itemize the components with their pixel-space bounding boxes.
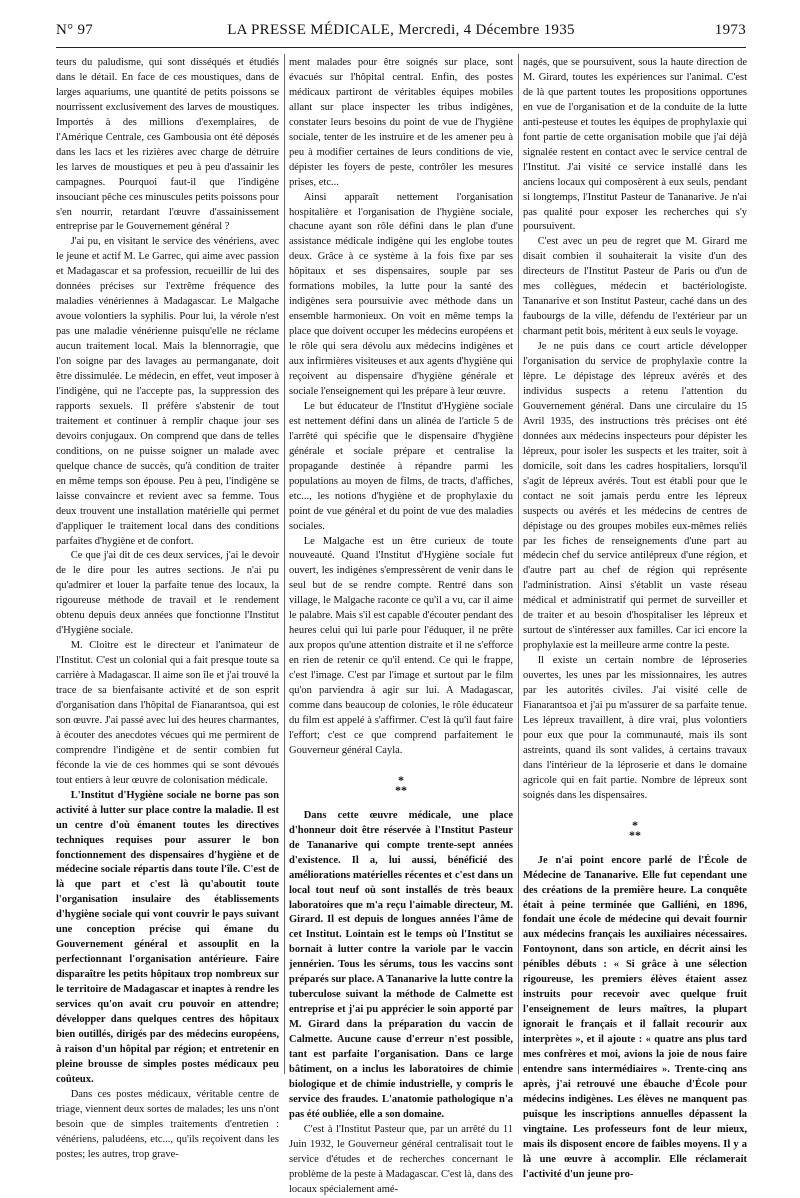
paragraph: Je n'ai point encore parlé de l'École de Médecine de Tananarive. Elle fut cependant une des créations de la première heure. La conquête était à peine terminée que Galliéni, en 1896, fondait une école de médecine qui devait fournir aux médecins français les auxiliaires nécessaires. Fontoynont, dans son article, en décrit ainsi les pénibles débuts : « Si grâce à une sélection rigoureuse, les premiers élèves étaient assez instruits pour recevoir avec quelque fruit l'enseignement de leurs maîtres, la plupart ignorait le français et il fallait recourir aux interprètes », et il ajoute : « quatre ans plus tard mes confrères et moi, avions la joie de nous faire entendre sans intermédiaires ». Trente-cinq ans après, j'ai retrouvé une ébauche d'École pour médecins indigènes. Les élèves ne manquent pas puisque les inscriptions annuelles dépassent la vingtaine. Les professeurs font de leur mieux, mais ils disposent encore de faibles moyens. Il y a là une œuvre à accomplir. Elle réclamerait l'activité d'un jeune pro- — [523, 854, 747, 1180]
header-rule — [56, 47, 746, 48]
paragraph: teurs du paludisme, qui sont disséqués et étudiés dans le détail. En face de ces moustiques, dans de larges aquariums, une quantité de petits poissons se nourrissent exclusivement des larves de moustiques. Importés à des millions d'exemplaires, de l'Amérique Centrale, ces Gambousia ont été déposés dans les lacs et les rizières avec charge de détruire les larves de moustiques et peu à peu d'assainir les campagnes. Pourquoi faut-il que l'indigène insouciant pêche ces minuscules petits poissons pour s'en nourrir, retardant l'œuvre d'assainissement entreprise par le Gouvernement général ? — [56, 57, 279, 233]
page-folio: 1973 — [714, 22, 746, 38]
column-divider — [518, 54, 519, 1074]
paragraph: M. Cloitre est le directeur et l'animateur de l'Institut. C'est un colonial qui a fait presque toute sa carrière à Madagascar. Il aime son île et j'ai trouvé la trace de sa bienfaisante activité et de son esprit d'organisation dans l'hôpital de Fianarantsoa, qui est son œuvre. J'ai passé avec lui des heures charmantes, à écouter des anecdotes vécues qui me permirent de comprendre l'indigène et de sentir combien fut féconde la vie de ces hommes qui se sont dévoués tout entiers à leur œuvre de colonisation médicale. — [56, 640, 279, 786]
separator-star-bottom: ** — [629, 827, 641, 842]
separator-star-bottom: ** — [395, 782, 407, 797]
paragraph: Ce que j'ai dit de ces deux services, j'ai le devoir de le dire pour les autres sections. Je n'ai pu qu'admirer et louer la parfaite tenue des locaux, la rigoureuse méthode de travail et le rendement obtenu depuis deux années que fonctionne l'Institut d'Hygiène sociale. — [56, 550, 279, 637]
article-column-1 — [56, 56, 279, 1160]
section-separator — [289, 772, 513, 797]
paragraph: Ainsi apparaît nettement l'organisation hospitalière et l'organisation de l'hygiène sociale, chacune ayant son rôle défini dans le plan d'une assistance médicale indigène qui les englobe toutes deux. Grâce à ce système à la fois fixe par ses hôpitaux et ses dispensaires, souple par ses formations mobiles, la lutte pour la santé des indigènes sera poursuivie avec méthode dans un ensemble harmonieux. On voit en même temps la place que doivent occuper les médecins européens et le rôle qui sera dévolu aux médecins indigènes et aux infirmières visiteuses et aux agents d'hygiène qui reçoivent au dispensaire d'hygiène générale et sociale l'enseignement qui les prépare à leur œuvre. — [289, 191, 513, 397]
column-divider — [284, 54, 285, 1074]
paragraph: Le Malgache est un être curieux de toute nouveauté. Quand l'Institut d'Hygiène sociale fut ouvert, les indigènes s'empressèrent de venir dans le seul but de se rendre compte. Rentré dans son village, le Malgache raconte ce qu'il a vu, car il aime le palabre. Mais s'il est capable d'écouter pendant des heures celui qui lui parle pour l'éduquer, il ne prête aux propos qu'une attention distraite et il ne s'efforce en rien de retenir ce qu'il entend. Ce qui le frappe, c'est l'image. C'est par l'image et surtout par le film qu'on parviendra à agir sur lui. A Madagascar, comme dans beaucoup de colonies, le rôle éducateur du film est appelé à s'affirmer. C'est là qu'il faut faire l'effort; c'est ce que comprend parfaitement le Gouverneur général Cayla. — [289, 535, 513, 756]
paragraph: Le but éducateur de l'Institut d'Hygiène sociale est nettement défini dans un alinéa de l'article 5 de l'arrêté qui spécifie que le dispensaire d'hygiène générale et sociale prépare et centralise la propagande destinée à répandre parmi les populations au moyen de films, de tracts, d'affiches, etc..., les notions d'hygiène et de prophylaxie du point de vue général et du point de vue des maladies sociales. — [289, 400, 513, 532]
separator-star-top: * — [398, 772, 404, 787]
paragraph: Je ne puis dans ce court article développer l'organisation du service de prophylaxie contre la lèpre. Le dépistage des lépreux avérés et des individus suspects a retenu l'attention du Gouvernement général. Dans une circulaire du 15 Avril 1935, des instructions très précises ont été données aux médecins inspecteurs pour dépister les lépreux, pour isoler les suspects et les traiter, soit à domicile, soit dans les cadres hospitaliers, lorsqu'il s'agit de lépreux avérés. Tout est établi pour que le contact ne soit jamais perdu entre les lépreux suspects ou avérés et les médecins de centres de dépistage ou des groupes mobiles eux-mêmes reliés par les fiches de renseignements d'une part au médecin chef du service antilépreux d'une région, et d'autre part au chef de région qui représente l'administration. Ainsi s'établit un vaste réseau médical et administratif qui permet de surveiller et de traiter et au besoin d'hospitaliser les lépreux et surtout de s'intéresser aux familles. Car ici encore la prophylaxie est la meilleure arme contre la peste. — [523, 341, 747, 652]
paragraph: L'Institut d'Hygiène sociale ne borne pas son activité à lutter sur place contre la maladie. Il est un centre d'où émanent toutes les directives techniques requises pour assurer le bon fonctionnement des dispensaires d'hygiène et de médecine sociale répartis dans toute l'île. C'est de là que part et c'est là qu'aboutit toute l'organisation insulaire des établissements d'hygiène sociale qui vont couvrir le pays suivant une conception précise qui émane du Gouvernement général et assouplit en la perfectionnant l'organisation antérieure. Faire disparaître les petits hôpitaux trop nombreux sur le territoire de Madagascar et inaptes à rendre les services qu'on avait cru pouvoir en attendre; développer dans quelques centres des hôpitaux bien outillés, dirigés par des médecins européens, à raison d'un hôpital par région; et entretenir en pleine brousse de simples postes médicaux peu coûteux. — [56, 789, 279, 1085]
journal-title: LA PRESSE MÉDICALE, Mercredi, 4 Décembre 1935 — [227, 22, 575, 38]
paragraph: ment malades pour être soignés sur place, sont évacués sur l'hôpital central. Enfin, des postes médicaux partiront de véritables équipes mobiles allant sur place inspecter les tribus indigènes, constater leurs besoins du point de vue de l'hygiène sociale, tenter de les instruire et de les amener peu à peu à modifier certaines de leurs conditions de vie, dépister les foyers de peste, contrôler les mesures prises, etc... — [289, 57, 513, 188]
section-separator — [523, 817, 747, 842]
paragraph: J'ai pu, en visitant le service des vénériens, avec le jeune et actif M. Le Garrec, qui aime avec passion et Madagascar et sa profession, recueillir de lui des données précises sur l'extrême fréquence des maladies vénériennes à Madagascar. Le Malgache avoue volontiers la syphilis. Pour lui, la vérole n'est pas une maladie vénérienne puisqu'elle ne réclame aucun traitement local. Mais la blennorragie, que l'on soigne par des lavages au permanganate, doit être dissimulée. Le médecin, en effet, veut imposer à l'indigène, qui ne l'accepte pas, la suppression des rapports sexuels. Il préfère s'abstenir de tout traitement et continuer à remplir chaque jour ses devoirs conjugaux. On comprend que dans de telles conditions, on ne puisse soigner un malade avec quelque chance de succès, qu'à condition de traiter en même temps son épouse. Peu à peu, l'indigène se laisse convaincre et revient avec sa femme. Tous deux trouvent une installation matérielle qui permet d'appliquer le traitement local dans des conditions parfaites d'hygiène et de confort. — [56, 236, 279, 547]
page-header — [56, 22, 746, 46]
separator-star-top: * — [632, 817, 638, 832]
article-column-2 — [289, 56, 513, 1195]
paragraph: C'est à l'Institut Pasteur que, par un arrêté du 11 Juin 1932, le Gouverneur général centralisait tout le service d'études et de recherches concernant le problème de la peste à Madagascar. C'est là, dans des locaux spécialement amé- — [289, 1123, 513, 1195]
paragraph: Il existe un certain nombre de léproseries ouvertes, les unes par les missionnaires, les autres par les autorités civiles. J'ai visité celle de Fianarantsoa et j'ai pu m'assurer de sa parfaite tenue. Les lépreux travaillent, à dire vrai, plus volontiers pour eux que pour la communauté, mais ils sont astreints, quand ils sont valides, à certains travaux dans l'intérieur de la léproserie et dans le domaine agricole qui en fait partie. Nombre de lépreux sont soignés dans les dispensaires. — [523, 655, 747, 801]
paragraph: Dans cette œuvre médicale, une place d'honneur doit être réservée à l'Institut Pasteur de Tananarive qui compte trente-sept années d'existence. Il a, lui aussi, bénéficié des améliorations matérielles récentes et c'est dans un local tout neuf où sont installés de très beaux laboratoires que m'a reçu l'aimable directeur, M. Girard. Il est depuis de longues années l'âme de cet Institut. Lointain est le temps où l'Institut se bornait à lutter contre la variole par le vaccin jennérien. Tous les sérums, tous les vaccins sont préparés sur place. A Tananarive la lutte contre la tuberculose suivant la méthode de Calmette est entreprise et j'ai pu apprécier le soin apporté par M. Girard dans la préparation du vaccin de Calmette. Aucune cause d'erreur n'est possible, tant est parfaite l'organisation. Dans ce large bâtiment, on a inclus les laboratoires de chimie biologique et de chimie industrielle, y compris le service des fraudes. L'anatomie pathologique n'a pas été oubliée, elle a son domaine. — [289, 809, 513, 1120]
issue-number: N° 97 — [56, 22, 94, 38]
paragraph: nagés, que se poursuivent, sous la haute direction de M. Girard, toutes les expériences sur l'animal. C'est de là que partent toutes les propositions opportunes en vue de l'organisation et de la conduite de la lutte anti-pesteuse et toutes les équipes de prophylaxie qui font partie de cette organisation mobile que j'ai déjà signalée restent en contact avec le service central de l'Institut. J'ai visité ce service installé dans les anciens locaux qui composèrent à eux seuls, pendant si longtemps, l'Institut Pasteur de Tananarive. Je n'ai pas qualité pour exposer les recherches qui s'y poursuivent. — [523, 57, 747, 233]
article-column-3 — [523, 56, 747, 1180]
paragraph: Dans ces postes médicaux, véritable centre de triage, viennent deux sortes de malades; les uns n'ont besoin que de simples traitements d'entretien : vénériens, paludéens, etc..., qu'ils reçoivent dans les postes; les autres, trop grave- — [56, 1088, 279, 1160]
paragraph: C'est avec un peu de regret que M. Girard me disait combien il souhaiterait la visite d'un des directeurs de l'Institut Pasteur de Paris ou d'un de mes collègues, médecin et bactériologiste. Tananarive et son Institut Pasteur, caché dans un des faubourgs de la ville, défendu de l'extérieur par un charmant petit bois, méritent à eux seuls le voyage. — [523, 236, 747, 338]
